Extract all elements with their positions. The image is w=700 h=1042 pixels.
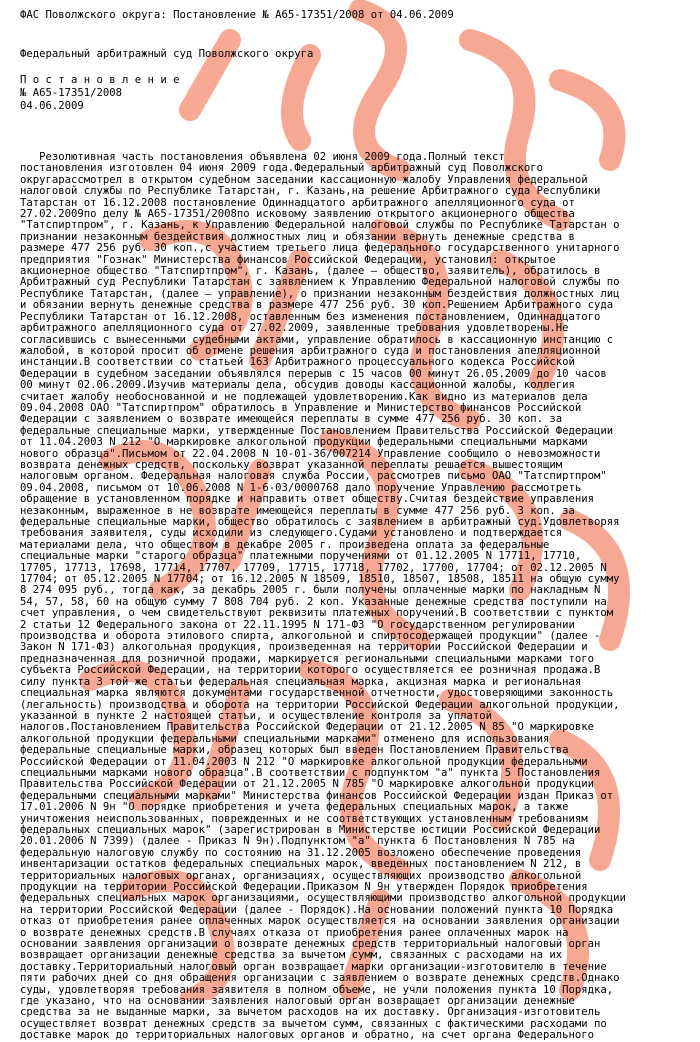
body-line: считает жалобу необоснованной и не подлежащей удовлетворению.Как видно из материалов дела [20, 390, 588, 403]
body-line: Республики Татарстан от 16.12.2008, оставленным без изменения постановлением, Одиннадцатого [20, 310, 601, 323]
body-line: размере 477 256 руб. 30 коп.,с участием третьего лица федерального государственного унитарного [20, 242, 620, 255]
body-line: федеральные специальные марки, утвержденные Постановлением Правительства Российской Федерации [20, 424, 614, 437]
body-line: 17705, 17713, 17698, 17714, 17707, 17709, 17715, 17718, 17702, 17700, 17704; от 02.12.2005 N [20, 561, 607, 574]
body-line: налоговой службы по Республике Татарстан, г. Казань,на решение Арбитражного суда Республики [20, 185, 601, 198]
body-line: жалобой, в которой просит об отмене решения арбитражного суда и постановления апелляционной [20, 344, 601, 357]
body-line: субъекта Российской Федерации, на территории которого осуществляется ее розничная продажа.В [20, 664, 601, 677]
body-line: налоговым органом. Федеральная налоговая служба России, рассмотрев письмо ОАО "Татспиртпром" [20, 470, 607, 483]
body-line: 17.01.2006 N 9н "О порядке приобретения и учета федеральных специальных марок, а также [20, 801, 569, 814]
body-line: территориальных налоговых органах, организациях, осуществляющих производство алкогольной [20, 869, 582, 882]
body-line: предприятия "Гознак" Министерства финансов Российской Федерации, установил: открытое [20, 253, 556, 266]
case-number: № А65-17351/2008 [20, 87, 123, 99]
body-line: федеральными специальными марками" Министерства финансов Российской Федерации издан Приказ от [20, 789, 614, 802]
body-line: 8 274 095 руб., тогда как, за декабрь 2005 г. были получены оплаченные марки по накладным N [20, 584, 601, 597]
body-line: Татарстан от 16.12.2008 постановление Одиннадцатого арбитражного апелляционного суда от [20, 196, 575, 209]
body-line: уничтожения неиспользованных, поврежденных и не соответствующих установленным требованиям [20, 812, 588, 825]
body-line: Федерации с заявлением о возврате имеющейся переплаты в сумме 477 256 руб. 30 коп. за [20, 413, 563, 426]
body-line: специальные марки "старого образца" платежными поручениями от 01.12.2005 N 17711, 17710, [20, 550, 582, 563]
body-line: специальными марками нового образца".В соответствии с подпунктом "а" пункта 5 Постановления [20, 766, 601, 779]
body-line: акционерное общество "Татспиртпром", г. Казань, (далее – общество, заявитель), обратилось в [20, 265, 601, 278]
body-line: где указано, что на основании заявления налоговый орган возвращает организации денежные [20, 995, 575, 1008]
body-line: инстанции.В соответствии со статьей 163 Арбитражного процессуального кодекса Российской [20, 356, 575, 369]
body-line: пяти рабочих дней со дня обращения организации с заявлением о возврате денежных средств.Однако [20, 972, 620, 985]
body-line: 54, 57, 58, 60 на общую сумму 7 808 704 руб. 2 коп. Указанные денежные средства поступили на [20, 595, 607, 608]
body-line: на территории Российской Федерации (далее - Порядок).На основании положений пункта 10 Порядка [20, 903, 614, 916]
body-line: Правительства Российской Федерации от 21.12.2005 N 785 "О маркировке алкогольной продукции [20, 778, 595, 791]
body-line: "Татспиртпром", г. Казань, к Управлению Федеральной налоговой службы по Республике Татарстан о [20, 219, 620, 232]
body-line: (легальность) производства и оборота на территории Российской Федерации алкогольной продукции, [20, 698, 620, 711]
body-line: 2 статьи 12 Федерального закона от 22.11.1995 N 171-ФЗ "О государственном регулировании [20, 618, 575, 631]
body-line: Арбитражный суд Республики Татарстан с заявлением к Управлению Федеральной налоговой службы по [20, 276, 620, 289]
body-line: согласившись с вынесенными судебными актами, управление обратилось в кассационную инстанцию с [20, 333, 614, 346]
document-date: 04.06.2009 [20, 100, 84, 112]
body-line: доставку.Территориальный налоговый орган возвращает марки организации-изготовителю в течение [20, 960, 607, 973]
body-line: незаконным, выраженное в не возврате имеющейся переплаты в сумме 477 256 руб. 3 коп. за [20, 504, 575, 517]
body-line: производства и оборота этилового спирта, алкогольной и спиртосодержащей продукции" (далее - [20, 630, 601, 643]
body-line: Закон N 171-ФЗ) алкогольная продукция, произведенная на территории Российской Федерации и [20, 641, 588, 654]
document-body [20, 152, 692, 1042]
body-line: основании заявления организации о возврате денежных средств территориальный налоговый орган [20, 938, 601, 951]
body-line: признании незаконным бездействия должностных лиц и обязании вернуть денежные средства в [20, 230, 575, 243]
body-line: 17704; от 05.12.2005 N 17704; от 16.12.2005 N 18509, 18510, 18507, 18508, 18511 на общую сумму [20, 573, 620, 586]
body-line: специальная марка являются документами государственной отчетности, удостоверяющими законность [20, 687, 614, 700]
body-line: федеральных специальных марок" (зарегистрирован в Министерстве юстиции Российской Федерации [20, 823, 601, 836]
body-line: доставке марок до территориальных налоговых органов и обратно, на счет органа Федерального [20, 1029, 595, 1042]
court-name: Федеральный арбитражный суд Поволжского округа [20, 48, 314, 60]
body-line: Федерации в судебном заседании объявлялся перерыв с 15 часов 00 минут 26.05.2009 до 10 часов [20, 367, 607, 380]
body-line: Резолютивная часть постановления объявлена 02 июня 2009 года.Полный текст [20, 151, 505, 163]
body-line: 20.01.2006 N 7399) (далее - Приказ N 9н).Подпунктом "а" пункта 6 Постановления N 785 на [20, 835, 575, 848]
document-page [20, 9, 692, 1042]
body-line: от 11.04.2003 N 212 "О маркировке алкогольной продукции федеральными специальными марками [20, 436, 588, 449]
body-line: федеральную налоговую службу по состоянию на 31.12.2005 возложено обеспечение проведения [20, 846, 582, 859]
body-line: возвращает организации денежные средства за вычетом сумм, связанных с расходами на их [20, 949, 563, 962]
body-line: федеральные специальные марки, образец которых был введен Постановлением Правительства [20, 744, 569, 757]
body-line: постановления изготовлен 04 июня 2009 года.Федеральный арбитражный суд Поволжского [20, 162, 543, 175]
body-line: федеральные специальные марки, общество обратилось с заявлением в арбитражный суд.Удовлетворяя [20, 516, 620, 528]
body-line: суды, удовлетворяя требования заявителя в полном объеме, не учли положения пункта 10 Порядка, [20, 983, 614, 996]
body-line: налогов.Постановлением Правительства Российской Федерации от 21.12.2005 N 85 "О маркировке [20, 721, 595, 734]
body-line: инвентаризации остатков федеральных специальных марок, введенных постановлением N 212, в [20, 858, 582, 871]
body-line: и обязании вернуть денежные средства в размере 477 256 руб. 30 коп.Решением Арбитражного суда [20, 299, 614, 312]
body-line: 09.04.2008 ОАО "Татспиртпром" обратилось в Управление и Министерство финансов Российской [20, 401, 582, 414]
body-line: федеральных специальных марок организациями, осуществляющими производство алкогольной продукции [20, 892, 626, 905]
document-title: ФАС Поволжского округа: Постановление № А65-17351/2008 от 04.06.2009 [20, 9, 454, 21]
body-line: возврата денежных средств, поскольку возврат указанной переплаты решается вышестоящим [20, 458, 563, 471]
body-line: обращение в установленном порядке и направить ответ обществу.Считая бездействие управления [20, 493, 595, 506]
body-line: отказ от приобретения ранее оплаченных марок осуществляется на основании заявления организации [20, 915, 620, 928]
body-line: нового образца".Письмом от 22.04.2008 N 10-01-36/007214 Управление сообщило о невозможности [20, 447, 601, 460]
body-line: 00 минут 02.06.2009.Изучив материалы дела, обсудив доводы кассационной жалобы, коллегия [20, 379, 575, 392]
body-line: предназначенная для розничной продажи, маркируется региональными специальными марками того [20, 652, 595, 665]
body-line: требования заявителя, суды исходили из следующего.Судами установлено и подтверждается [20, 527, 563, 540]
document-type: П о с т а н о в л е н и е [20, 74, 180, 86]
body-line: материалами дела, что обществом в декабре 2005 г. произведена оплата за федеральные [20, 538, 550, 551]
body-line: округарассмотрел в открытом судебном заседании кассационную жалобу Управления федеральной [20, 173, 588, 186]
body-line: Российской Федерации от 11.04.2003 N 212 "О маркировке алкогольной продукции федеральными [20, 755, 588, 768]
body-line: Республике Татарстан, (далее – управление), о признании незаконным бездействия должностных лиц [20, 287, 620, 300]
body-line: 09.04.2008, письмом от 10.06.2008 N 1-6-03/0000768 дало поручение Управлению рассмотреть [20, 481, 582, 494]
body-line: алкогольной продукции федеральными специальными марками" отменено для использования [20, 732, 550, 745]
body-line: средства за не выданные марки, за вычетом расходов на их доставку. Организация-изготовитель [20, 1006, 601, 1019]
body-line: силу пункта 3 той же статьи федеральная специальная марка, акцизная марка и региональная [20, 675, 582, 688]
body-line: счет управления, о чем свидетельствуют реквизиты платежных поручений.В соответствии с пунктом [20, 607, 614, 620]
body-line: продукции на территории Российской Федерации.Приказом N 9н утвержден Порядок приобретения [20, 881, 588, 893]
body-line: о возврате денежных средств.В случаях отказа от приобретения ранее оплаченных марок на [20, 926, 569, 939]
body-line: осуществляет возврат денежных средств за вычетом сумм, связанных с фактическими расходами по [20, 1017, 607, 1030]
body-line: указанной в пункте 2 настоящей статьи, и осуществление контроля за уплатой [20, 709, 492, 722]
body-line: арбитражного апелляционного суда от 27.02.2009, заявленные требования удовлетворены.Не [20, 322, 569, 335]
body-line: 27.02.2009по делу № А65-17351/2008по исковому заявлению открытого акционерного общества [20, 208, 575, 221]
